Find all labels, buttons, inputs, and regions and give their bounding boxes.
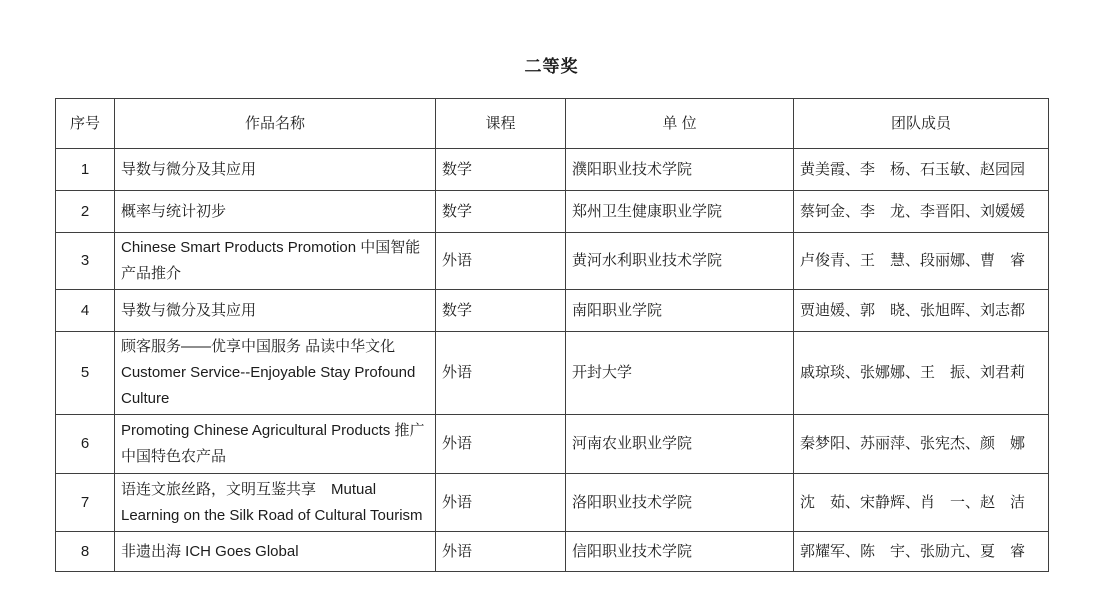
cell-num: 2 [56,191,115,233]
table-row [56,474,1049,532]
cell-work: 非遗出海 ICH Goes Global [115,532,436,572]
cell-work: 导数与微分及其应用 [115,149,436,191]
cell-unit: 南阳职业学院 [566,290,794,332]
cell-unit: 黄河水利职业技术学院 [566,233,794,290]
cell-num: 3 [56,233,115,290]
table-row [56,191,1049,233]
cell-course: 数学 [436,290,566,332]
col-header-unit: 单 位 [566,99,794,149]
cell-num: 5 [56,332,115,415]
cell-num: 4 [56,290,115,332]
table-row [56,290,1049,332]
cell-course: 外语 [436,332,566,415]
cell-work: 语连文旅丝路，文明互鉴共享 Mutual Learning on the Silk Road of Cultural Tourism [115,474,436,532]
cell-course: 外语 [436,532,566,572]
cell-unit: 河南农业职业学院 [566,415,794,474]
cell-course: 数学 [436,149,566,191]
cell-members: 贾迪媛、郭 晓、张旭晖、刘志都 [794,290,1049,332]
cell-num: 8 [56,532,115,572]
page-title: 二等奖 [524,57,579,76]
cell-num: 1 [56,149,115,191]
cell-members: 郭耀军、陈 宇、张励亢、夏 睿 [794,532,1049,572]
cell-unit: 开封大学 [566,332,794,415]
cell-unit: 郑州卫生健康职业学院 [566,191,794,233]
cell-work: 导数与微分及其应用 [115,290,436,332]
col-header-members: 团队成员 [794,99,1049,149]
table-row [56,532,1049,572]
table-row [56,332,1049,415]
cell-num: 7 [56,474,115,532]
cell-course: 外语 [436,474,566,532]
cell-members: 秦梦阳、苏丽萍、张宪杰、颜 娜 [794,415,1049,474]
table-header-row [56,99,1049,149]
col-header-work: 作品名称 [115,99,436,149]
cell-members: 戚琼琰、张娜娜、王 振、刘君莉 [794,332,1049,415]
cell-unit: 濮阳职业技术学院 [566,149,794,191]
cell-members: 沈 茹、宋静辉、肖 一、赵 洁 [794,474,1049,532]
cell-members: 蔡钶金、李 龙、李晋阳、刘媛媛 [794,191,1049,233]
cell-members: 卢俊青、王 慧、段丽娜、曹 睿 [794,233,1049,290]
cell-work: 顾客服务——优享中国服务 品读中华文化 Customer Service--Enjoyable Stay Profound Culture [115,332,436,415]
cell-course: 外语 [436,233,566,290]
cell-course: 外语 [436,415,566,474]
cell-members: 黄美霞、李 杨、石玉敏、赵园园 [794,149,1049,191]
table-row [56,233,1049,290]
cell-unit: 信阳职业技术学院 [566,532,794,572]
col-header-course: 课程 [436,99,566,149]
award-table [55,98,1049,572]
table-row [56,415,1049,474]
cell-work: 概率与统计初步 [115,191,436,233]
cell-work: Chinese Smart Products Promotion 中国智能产品推介 [115,233,436,290]
cell-course: 数学 [436,191,566,233]
col-header-num: 序号 [56,99,115,149]
cell-unit: 洛阳职业技术学院 [566,474,794,532]
cell-num: 6 [56,415,115,474]
table-row [56,149,1049,191]
cell-work: Promoting Chinese Agricultural Products 推广中国特色农产品 [115,415,436,474]
